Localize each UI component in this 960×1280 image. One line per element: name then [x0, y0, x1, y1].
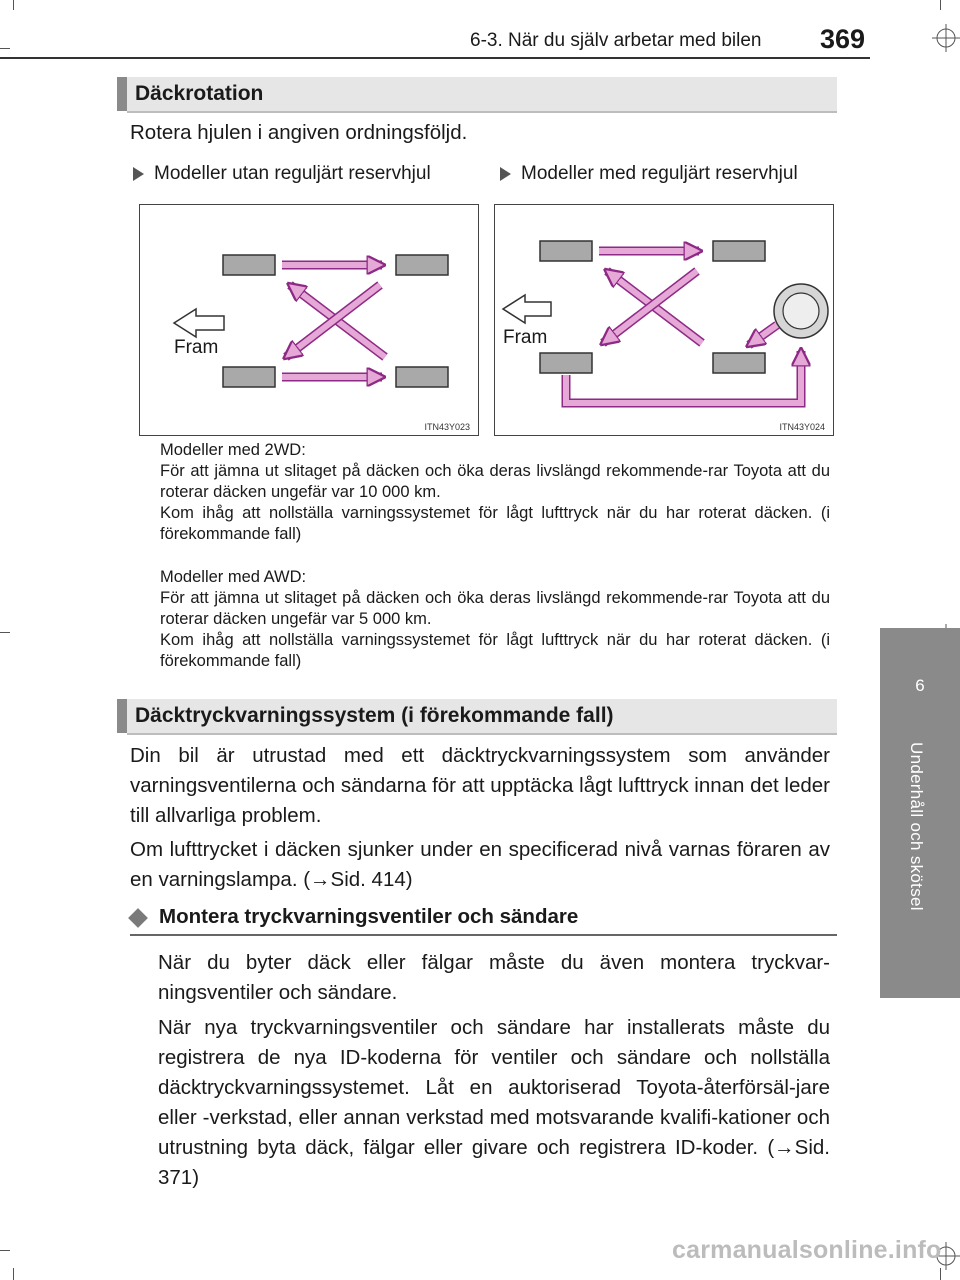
install-paragraph: När nya tryckvarningsventiler och sändare har installerats måste du registrera de nya ID-koderna för ventiler och sändare och nollställa däcktryckvarningssystemet. Låt en auktoriserad Toyota-återförsäl-jare eller -verkstad, eller annan verkstad med motsvarande kvalifi-kationer och utrustning byta däck, fälgar eller givare och registrera ID-koder. (→Sid. 371)	[158, 1016, 830, 1189]
label-with-spare: Modeller med reguljärt reservhjul	[500, 163, 798, 185]
note-text: Kom ihåg att nollställa varningssystemet för lågt lufttryck när du har roterat däcken. (i förekommande fall)	[160, 504, 830, 543]
install-paragraph: När du byter däck eller fälgar måste du även montera tryckvar-ningsventiler och sändare.	[158, 951, 830, 1004]
subheading-rule	[130, 934, 837, 936]
front-direction-arrow-icon	[174, 309, 224, 337]
crop-mark	[13, 1268, 14, 1280]
rotation-diagram	[140, 205, 477, 434]
note-text: Kom ihåg att nollställa varningssystemet för lågt lufttryck när du har roterat däcken. (i förekommande fall)	[160, 631, 830, 670]
tire-front-left	[540, 241, 592, 261]
note-text: För att jämna ut slitaget på däcken och öka deras livslängd rekommende-rar Toyota att du roterar däcken ungefär var 5 000 km.	[160, 589, 830, 628]
subheading-install-valves: Montera tryckvarningsventiler och sändare	[131, 905, 578, 929]
front-label: Fram	[174, 337, 219, 358]
tire-front-left	[223, 255, 275, 275]
watermark: carmanualsonline.info	[672, 1236, 942, 1264]
rotation-figure-with-spare	[494, 204, 834, 436]
figure-code: ITN43Y023	[424, 422, 470, 432]
section-heading-text: Däckrotation	[135, 82, 264, 105]
crop-mark	[13, 0, 14, 10]
diamond-bullet-icon	[128, 908, 148, 928]
note-title: Modeller med 2WD:	[160, 441, 306, 459]
rotation-diagram	[495, 205, 832, 434]
rotation-figure-without-spare	[139, 204, 479, 436]
triangle-bullet-icon	[133, 167, 144, 181]
registration-mark-icon	[928, 22, 960, 54]
section-title: 6-3. När du själv arbetar med bilen	[470, 30, 762, 51]
chapter-label: Underhåll och skötsel	[907, 742, 926, 911]
tpms-paragraph: Om lufttrycket i däcken sjunker under en specificerad nivå varnas föraren av en varningslampa. (→Sid. 414)	[130, 838, 830, 891]
rotation-arrow	[749, 325, 777, 345]
front-label: Fram	[503, 327, 548, 348]
crop-mark	[0, 48, 10, 49]
tire-front-right	[396, 255, 448, 275]
front-direction-arrow-icon	[503, 295, 551, 323]
page-number: 369	[820, 24, 866, 54]
figure-code: ITN43Y024	[779, 422, 825, 432]
label-without-spare: Modeller utan reguljärt reservhjul	[133, 163, 431, 185]
tire-rear-left	[223, 367, 275, 387]
section-heading-tire-rotation	[117, 77, 837, 111]
header-rule	[0, 57, 870, 59]
crop-mark	[940, 0, 941, 10]
crop-mark	[0, 632, 10, 633]
tire-rear-right	[396, 367, 448, 387]
tire-rear-right	[713, 353, 765, 373]
section-heading-tpms	[117, 699, 837, 733]
note-title: Modeller med AWD:	[160, 568, 307, 586]
intro-text: Rotera hjulen i angiven ordningsföljd.	[130, 121, 468, 144]
note-awd	[160, 567, 830, 672]
section-heading-text: Däcktryckvarningssystem (i förekommande fall)	[135, 704, 614, 727]
note-2wd	[160, 440, 830, 545]
spare-tire-rim	[783, 293, 819, 329]
tire-rear-left	[540, 353, 592, 373]
chapter-number: 6	[915, 676, 925, 695]
crop-mark	[0, 1250, 10, 1251]
tire-front-right	[713, 241, 765, 261]
triangle-bullet-icon	[500, 167, 511, 181]
tpms-paragraph: Din bil är utrustad med ett däcktryckvarningssystem som använder varningsventilerna och sändarna för att upptäcka lågt lufttryck innan det leder till allvarliga problem.	[130, 744, 830, 827]
note-text: För att jämna ut slitaget på däcken och öka deras livslängd rekommende-rar Toyota att du roterar däcken ungefär var 10 000 km.	[160, 462, 830, 501]
